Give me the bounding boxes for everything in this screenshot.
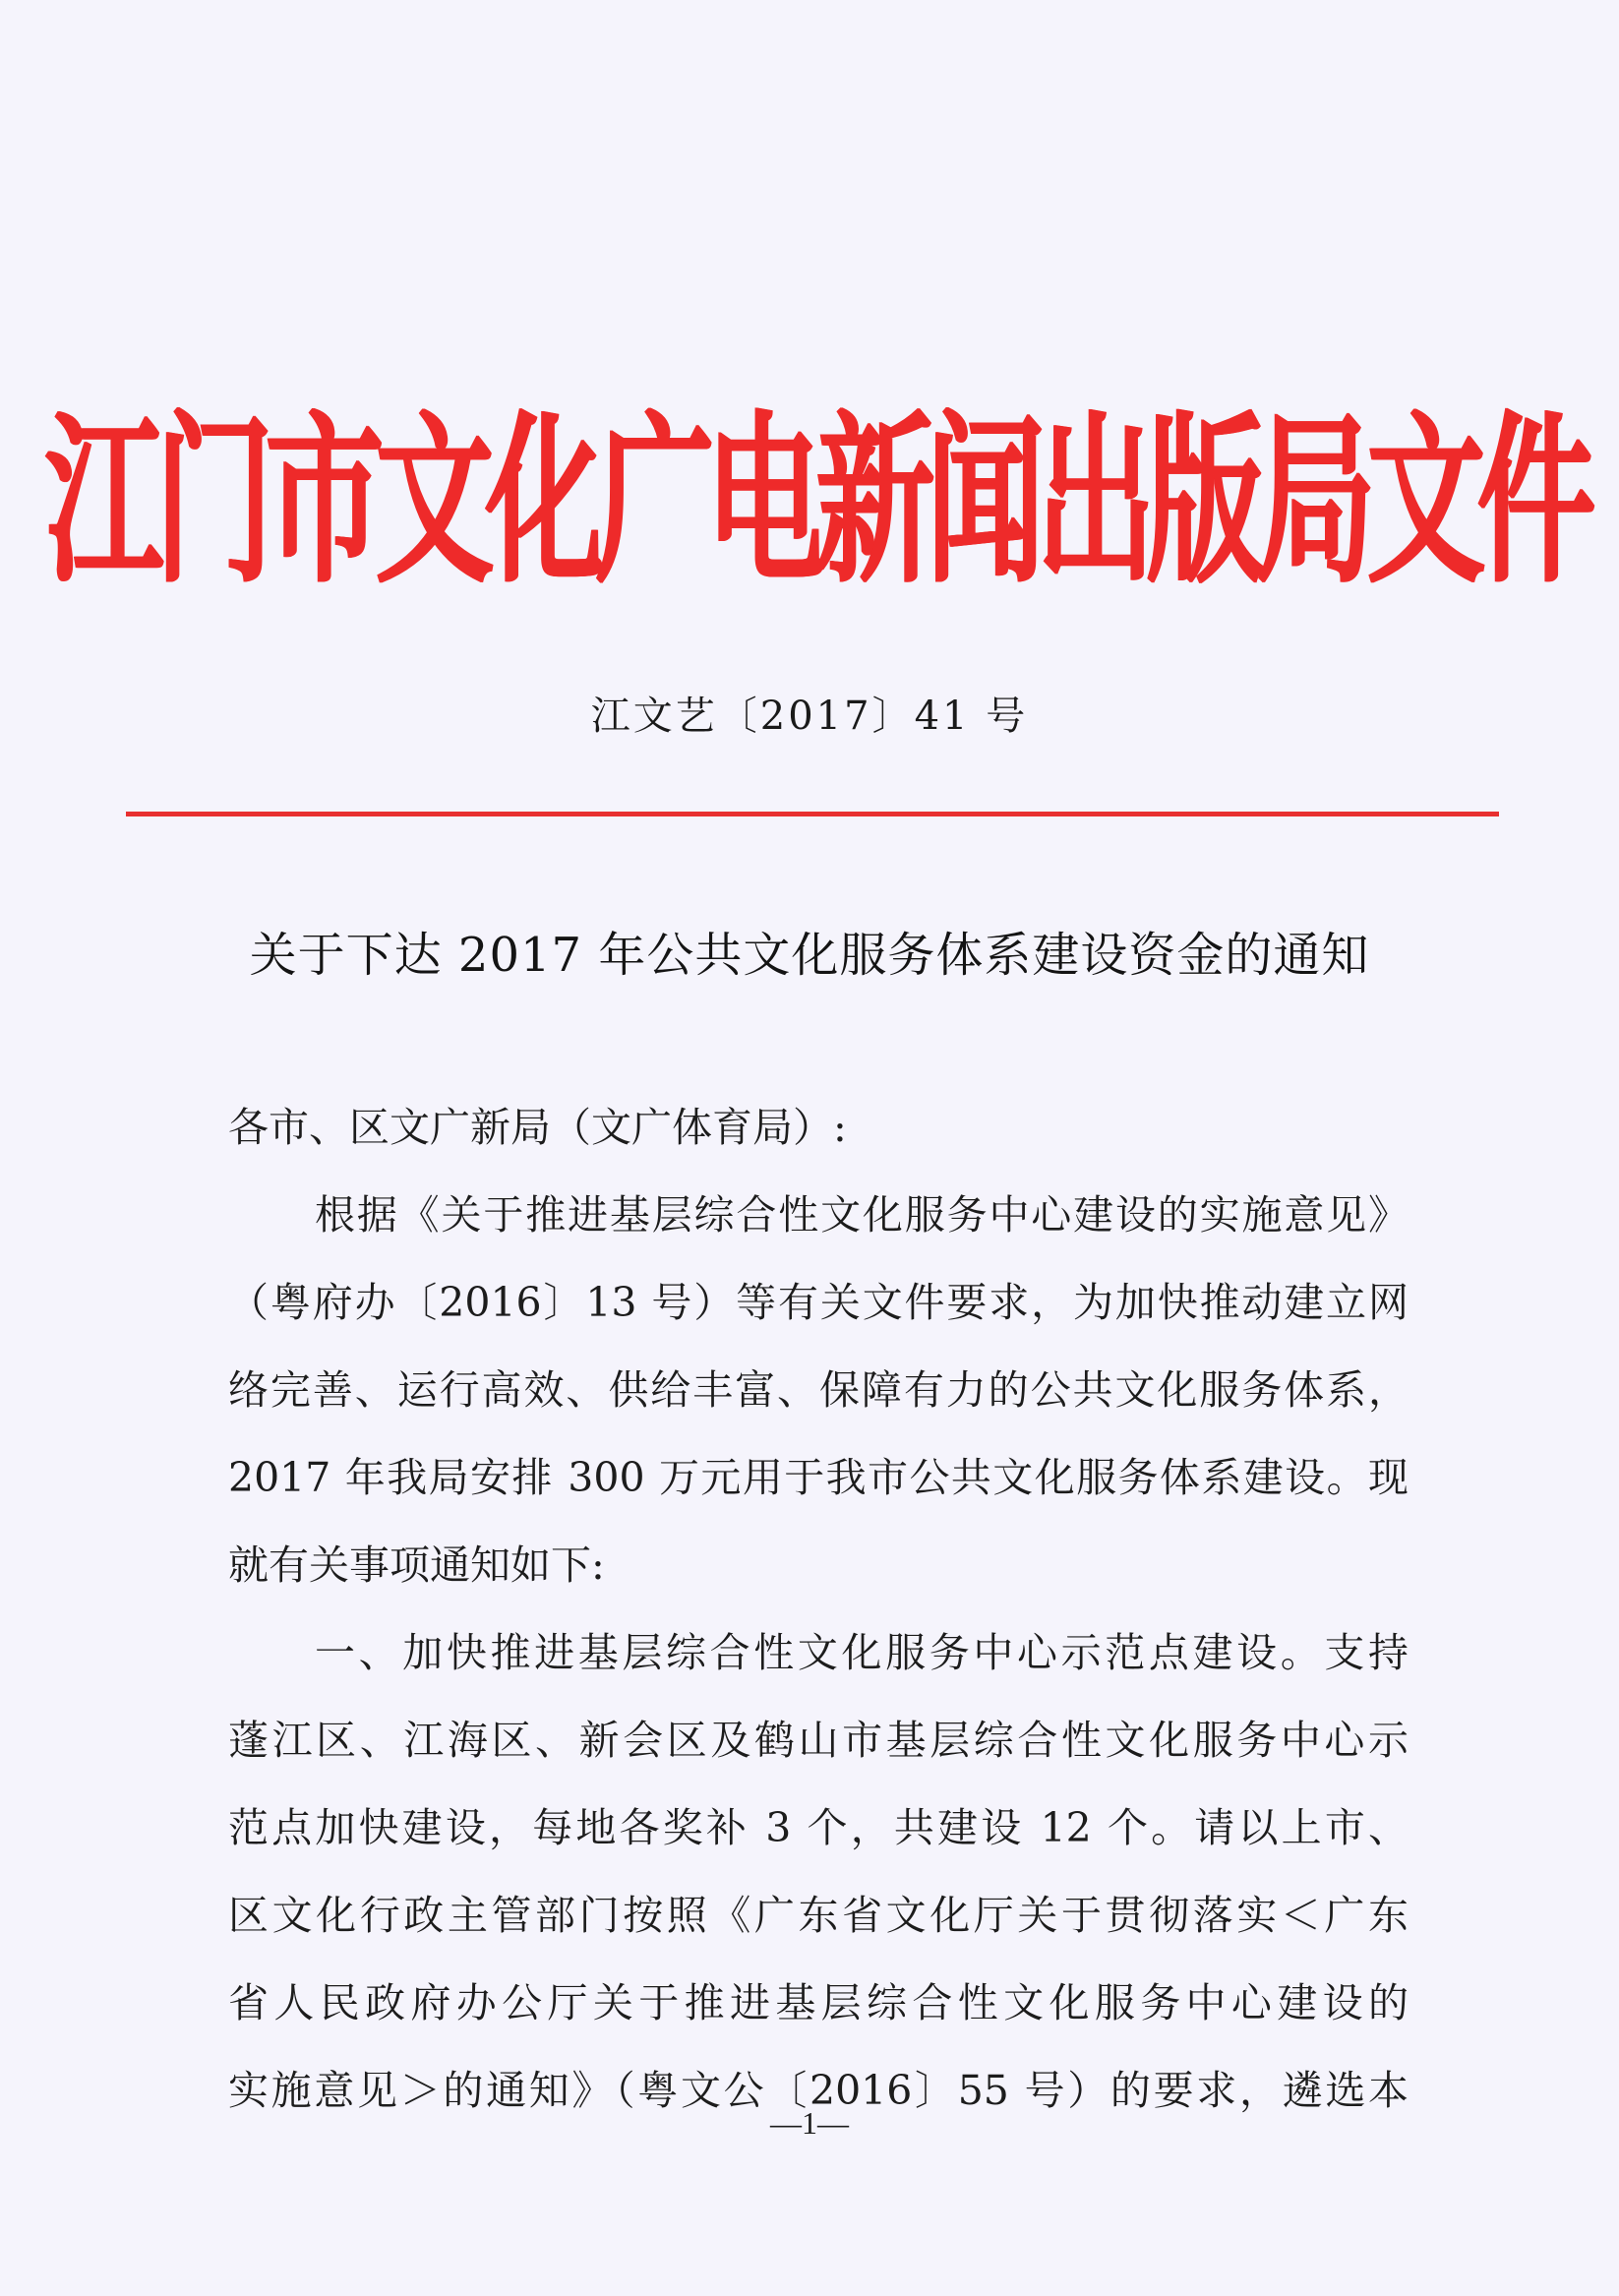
body-line: 蓬江区、江海区、新会区及鹤山市基层综合性文化服务中心示 (228, 1717, 1409, 1764)
issuer-masthead-text: 江门市文化广电新闻出版局文件 (45, 393, 1588, 609)
document-body (228, 1084, 1409, 2135)
body-line: （粤府办〔2016〕13 号）等有关文件要求，为加快推动建立网 (228, 1279, 1409, 1326)
body-line: 根据《关于推进基层综合性文化服务中心建设的实施意见》 (315, 1191, 1409, 1239)
document-title: 关于下达 2017 年公共文化服务体系建设资金的通知 (249, 928, 1370, 983)
body-line: 区文化行政主管部门按照《广东省文化厅关于贯彻落实＜广东 (228, 1892, 1409, 1939)
red-divider-line (126, 812, 1499, 816)
issuer-masthead (45, 393, 1588, 609)
body-line: 一、加快推进基层综合性文化服务中心示范点建设。支持 (315, 1629, 1409, 1676)
body-line: 范点加快建设，每地各奖补 3 个，共建设 12 个。请以上市、 (228, 1804, 1409, 1851)
body-line: 就有关事项通知如下: (228, 1541, 605, 1589)
body-line: 省人民政府办公厅关于推进基层综合性文化服务中心建设的 (228, 1979, 1409, 2026)
body-line: 络完善、运行高效、供给丰富、保障有力的公共文化服务体系， (228, 1366, 1409, 1414)
salutation-line: 各市、区文广新局（文广体育局）: (228, 1104, 847, 1151)
document-number: 江文艺〔2017〕41 号 (590, 694, 1029, 739)
page-number: —1— (770, 2105, 849, 2141)
body-line: 2017 年我局安排 300 万元用于我市公共文化服务体系建设。现 (228, 1454, 1409, 1501)
body-line: 实施意见＞的通知》（粤文公〔2016〕55 号）的要求，遴选本 (228, 2067, 1409, 2114)
